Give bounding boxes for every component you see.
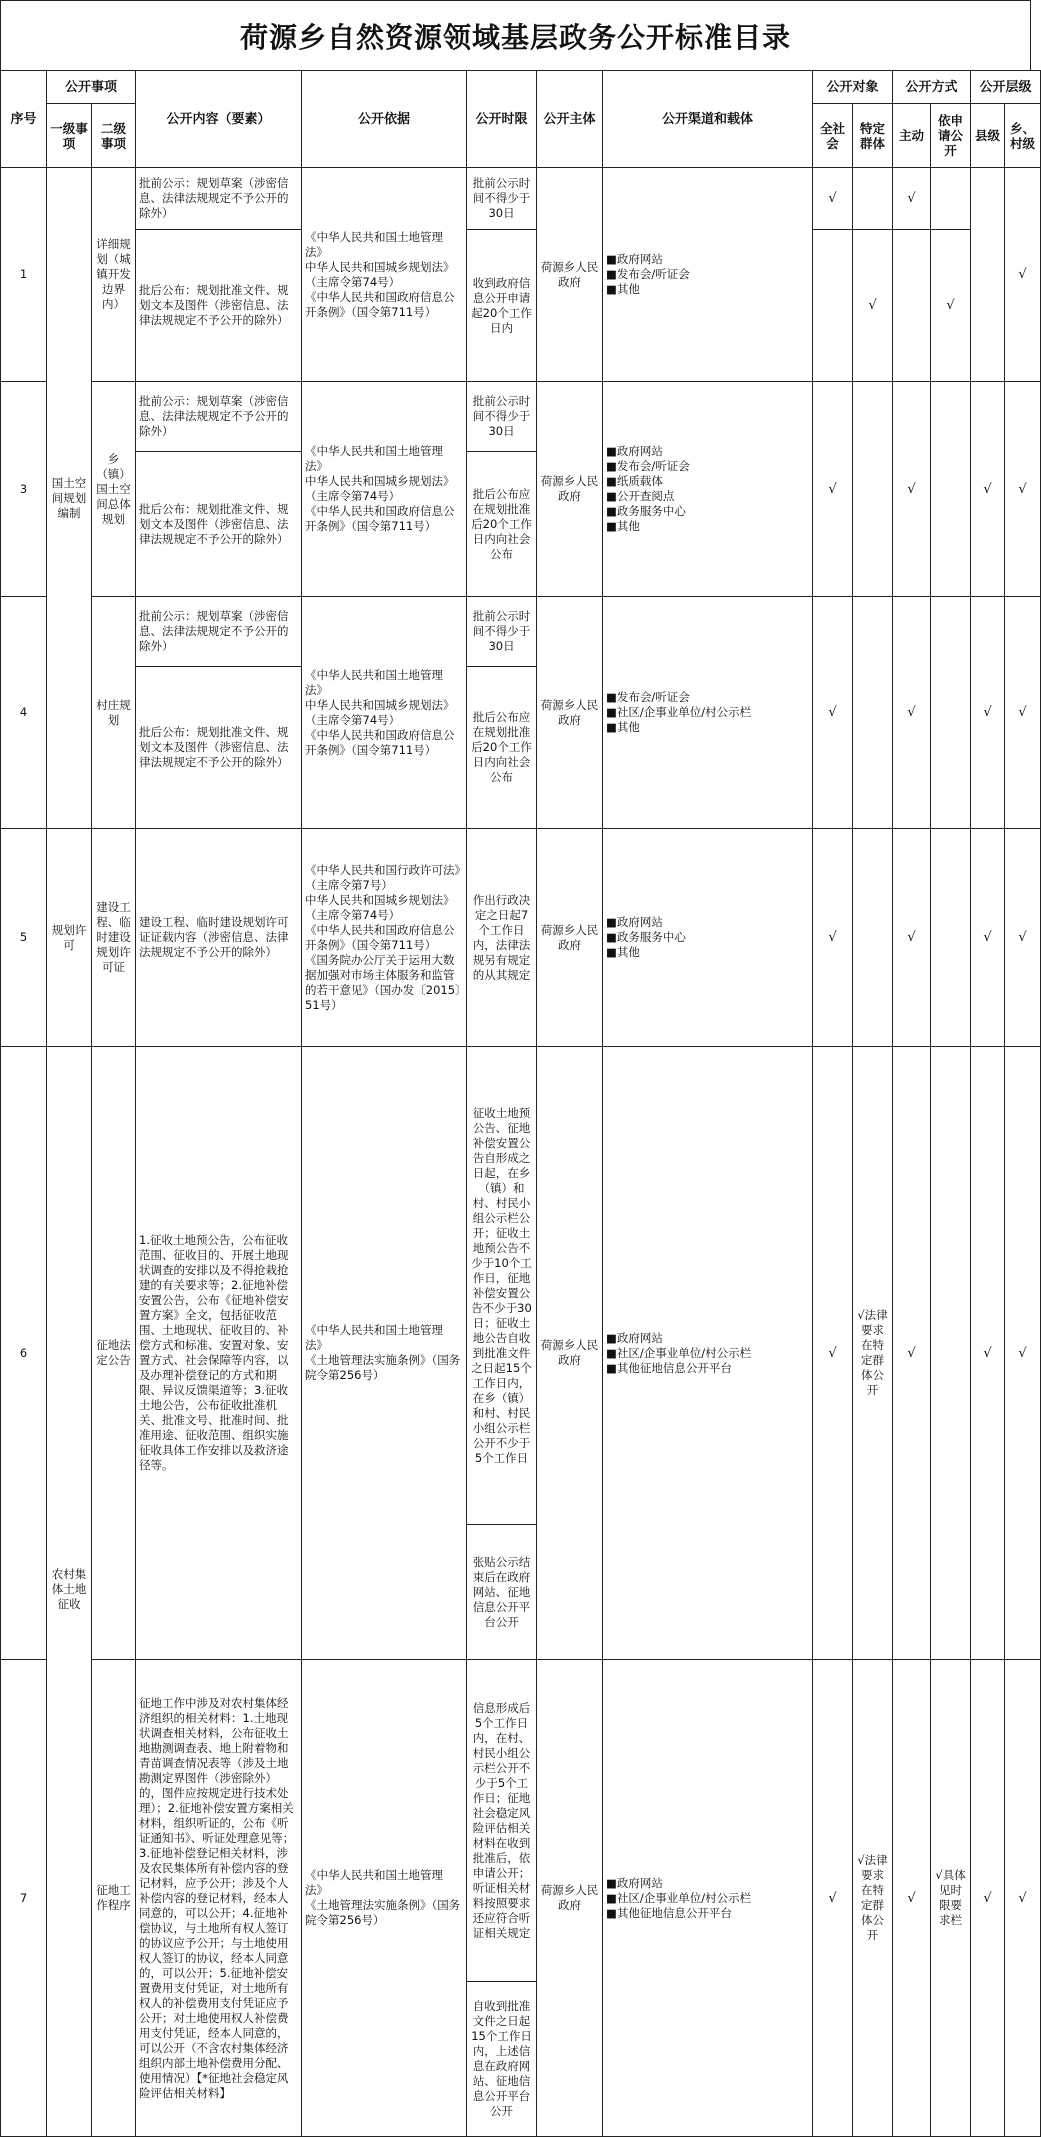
check-aud-specific: √法律要求在特定群体公开 [853, 1047, 893, 1660]
basis-cell: 《中华人民共和国行政许可法》（主席令第7号） 中华人民共和国城乡规划法》（主席令第74号） 《中华人民共和国政府信息公开条例》（国令第711号） 《国务院办公厅关于运用大数据加强对市场主体服务和监管的若干意见》（国办发〔2015〕51号） [302, 829, 467, 1047]
basis-cell: 《中华人民共和国土地管理法》 中华人民共和国城乡规划法》（主席令第74号） 《中华人民共和国政府信息公开条例》（国令第711号） [302, 168, 467, 382]
header-level2: 二级事项 [92, 104, 136, 168]
check-county: √ [971, 382, 1005, 597]
check-aud-all: √ [813, 597, 853, 829]
check-town: √ [1005, 829, 1041, 1047]
check-apply: √具体见时限要求栏 [931, 1660, 971, 2137]
channel-cell: ■政府网站 ■发布会/听证会 ■其他 [603, 168, 813, 382]
content-cell: 建设工程、临时建设规划许可证证载内容（涉密信息、法律法规规定不予公开的除外） [136, 829, 302, 1047]
basis-cell: 《中华人民共和国土地管理法》 中华人民共和国城乡规划法》（主席令第74号） 《中华人民共和国政府信息公开条例》（国令第711号） [302, 382, 467, 597]
check-aud-specific: √法律要求在特定群体公开 [853, 1660, 893, 2137]
timing-cell: 作出行政决定之日起7个工作日内，法律法规另有规定的从其规定 [467, 829, 537, 1047]
level1-cell: 农村集体土地征收 [47, 1047, 92, 2137]
level2-cell: 乡（镇）国土空间总体规划 [92, 382, 136, 597]
header-level1: 一级事项 [47, 104, 92, 168]
content-cell: 批后公布：规划批准文件、规划文本及图件（涉密信息、法律法规规定不予公开的除外） [136, 230, 302, 382]
header-content: 公开内容（要素） [136, 71, 302, 168]
timing-cell: 自收到批准文件之日起15个工作日内，上述信息在政府网站、征地信息公开平台公开 [467, 1982, 537, 2137]
header-method: 公开方式 [893, 71, 971, 104]
header-seq: 序号 [1, 71, 47, 168]
header-aud-specific: 特定群体 [853, 104, 893, 168]
check-county: √ [971, 597, 1005, 829]
page-title: 荷源乡自然资源领域基层政务公开标准目录 [0, 0, 1031, 70]
channel-cell: ■政府网站 ■社区/企事业单位/村公示栏 ■其他征地信息公开平台 [603, 1660, 813, 2137]
row-seq: 5 [1, 829, 47, 1047]
check-town: √ [1005, 382, 1041, 597]
header-level: 公开层级 [971, 71, 1041, 104]
check-aud-all: √ [813, 168, 853, 230]
check-aud-all: √ [813, 382, 853, 597]
subject-cell: 荷源乡人民政府 [537, 1660, 603, 2137]
subject-cell: 荷源乡人民政府 [537, 168, 603, 382]
channel-cell: ■政府网站 ■发布会/听证会 ■纸质载体 ■公开查阅点 ■政务服务中心 ■其他 [603, 382, 813, 597]
timing-cell: 张贴公示结束后在政府网站、征地信息公开平台公开 [467, 1525, 537, 1660]
subject-cell: 荷源乡人民政府 [537, 1047, 603, 1660]
check-town: √ [1005, 1660, 1041, 2137]
check-active: √ [893, 382, 931, 597]
header-timing: 公开时限 [467, 71, 537, 168]
timing-cell: 信息形成后5个工作日内，在村、村民小组公示栏公开不少于5个工作日；征地社会稳定风险评估相关材料在收到批准后，依申请公开；听证相关材料按照要求还应符合听证相关规定 [467, 1660, 537, 1982]
check-active: √ [893, 829, 931, 1047]
timing-cell: 征收土地预公告、征地补偿安置公告自形成之日起，在乡（镇）和村、村民小组公示栏公开；征收土地预公告不少于10个工作日，征地补偿安置公告不少于30日；征收土地公告自收到批准文件之日起15个工作日内，在乡（镇）和村、村民小组公示栏公开不少于5个工作日 [467, 1047, 537, 1525]
check-active: √ [893, 168, 931, 230]
check-county: √ [971, 1660, 1005, 2137]
check-town: √ [1005, 168, 1041, 382]
timing-cell: 批前公示时间不得少于30日 [467, 382, 537, 452]
header-matters: 公开事项 [47, 71, 136, 104]
content-cell: 1.征收土地预公告，公布征收范围、征收目的、开展土地现状调查的安排以及不得抢栽抢建的有关要求等；2.征地补偿安置公告，公布《征地补偿安置方案》全文，包括征收范围、土地现状、征收目的、补偿方式和标准、安置对象、安置方式、社会保障等内容，以及办理补偿登记的方式和期限、异议反馈渠道等；3.征收土地公告，公布征收批准机关、批准文号、批准时间、批准用途、征收范围、组织实施征收具体工作安排以及救济途径等。 [136, 1047, 302, 1660]
level1-cell: 国土空间规划编制 [47, 168, 92, 829]
header-basis: 公开依据 [302, 71, 467, 168]
basis-cell: 《中华人民共和国土地管理法》 中华人民共和国城乡规划法》（主席令第74号） 《中华人民共和国政府信息公开条例》（国令第711号） [302, 597, 467, 829]
timing-cell: 批后公布应在规划批准后20个工作日内向社会公布 [467, 452, 537, 597]
content-cell: 批前公示：规划草案（涉密信息、法律法规规定不予公开的除外） [136, 597, 302, 667]
check-county [971, 168, 1005, 382]
subject-cell: 荷源乡人民政府 [537, 382, 603, 597]
content-cell: 征地工作中涉及对农村集体经济组织的相关材料：1.土地现状调查相关材料，公布征收土地勘测调查表、地上附着物和青苗调查情况表等（涉及土地勘测定界图件（涉密除外）的，图件应按规定进行技术处理）；2.征地补偿安置方案相关材料，组织听证的，公布《听证通知书》、听证处理意见等；3.征地补偿登记相关材料，涉及农民集体所有补偿内容的登记材料，应予公开；涉及个人补偿内容的登记材料，经本人同意的，可以公开；4.征地补偿协议，与土地所有权人签订的协议应予公开；与土地使用权人签订的协议，经本人同意的，可以公开；5.征地补偿安置费用支付凭证，对土地所有权人的补偿费用支付凭证应予公开；对土地使用权人补偿费用支付凭证，经本人同意的，可以公开（不含农村集体经济组织内部土地补偿费用分配、使用情况）【*征地社会稳定风险评估相关材料】 [136, 1660, 302, 2137]
check-town: √ [1005, 597, 1041, 829]
timing-cell: 批前公示时间不得少于30日 [467, 168, 537, 230]
check-county: √ [971, 829, 1005, 1047]
content-cell: 批后公布：规划批准文件、规划文本及图件（涉密信息、法律法规规定不予公开的除外） [136, 452, 302, 597]
channel-cell: ■发布会/听证会 ■社区/企事业单位/村公示栏 ■其他 [603, 597, 813, 829]
channel-cell: ■政府网站 ■社区/企事业单位/村公示栏 ■其他征地信息公开平台 [603, 1047, 813, 1660]
level2-cell: 征地工作程序 [92, 1660, 136, 2137]
header-lvl-town: 乡、村级 [1005, 104, 1041, 168]
check-apply: √ [931, 230, 971, 382]
header-method-apply: 依申请公开 [931, 104, 971, 168]
check-aud-all: √ [813, 829, 853, 1047]
level1-cell: 规划许可 [47, 829, 92, 1047]
channel-cell: ■政府网站 ■政务服务中心 ■其他 [603, 829, 813, 1047]
header-aud-all: 全社会 [813, 104, 853, 168]
catalog-table [0, 70, 1041, 2137]
header-channel: 公开渠道和载体 [603, 71, 813, 168]
content-cell: 批前公示：规划草案（涉密信息、法律法规规定不予公开的除外） [136, 382, 302, 452]
level2-cell: 详细规划（城镇开发边界内） [92, 168, 136, 382]
check-active: √ [893, 597, 931, 829]
row-seq: 3 [1, 382, 47, 597]
header-subject: 公开主体 [537, 71, 603, 168]
content-cell: 批后公布：规划批准文件、规划文本及图件（涉密信息、法律法规规定不予公开的除外） [136, 667, 302, 829]
basis-cell: 《中华人民共和国土地管理法》 《土地管理法实施条例》（国务院令第256号） [302, 1047, 467, 1660]
header-lvl-county: 县级 [971, 104, 1005, 168]
level2-cell: 建设工程、临时建设规划许可证 [92, 829, 136, 1047]
check-aud-specific: √ [853, 230, 893, 382]
check-aud-all: √ [813, 1047, 853, 1660]
subject-cell: 荷源乡人民政府 [537, 829, 603, 1047]
check-aud-all: √ [813, 1660, 853, 2137]
row-seq: 7 [1, 1660, 47, 2137]
level2-cell: 村庄规划 [92, 597, 136, 829]
timing-cell: 批后公布应在规划批准后20个工作日内向社会公布 [467, 667, 537, 829]
subject-cell: 荷源乡人民政府 [537, 597, 603, 829]
basis-cell: 《中华人民共和国土地管理法》 《土地管理法实施条例》（国务院令第256号） [302, 1660, 467, 2137]
timing-cell: 批前公示时间不得少于30日 [467, 597, 537, 667]
row-seq: 1 [1, 168, 47, 382]
row-seq: 4 [1, 597, 47, 829]
level2-cell: 征地法定公告 [92, 1047, 136, 1660]
check-active: √ [893, 1047, 931, 1660]
check-active: √ [893, 1660, 931, 2137]
content-cell: 批前公示：规划草案（涉密信息、法律法规规定不予公开的除外） [136, 168, 302, 230]
timing-cell: 收到政府信息公开申请起20个工作日内 [467, 230, 537, 382]
header-method-active: 主动 [893, 104, 931, 168]
check-town: √ [1005, 1047, 1041, 1660]
header-audience: 公开对象 [813, 71, 893, 104]
row-seq: 6 [1, 1047, 47, 1660]
check-county: √ [971, 1047, 1005, 1660]
